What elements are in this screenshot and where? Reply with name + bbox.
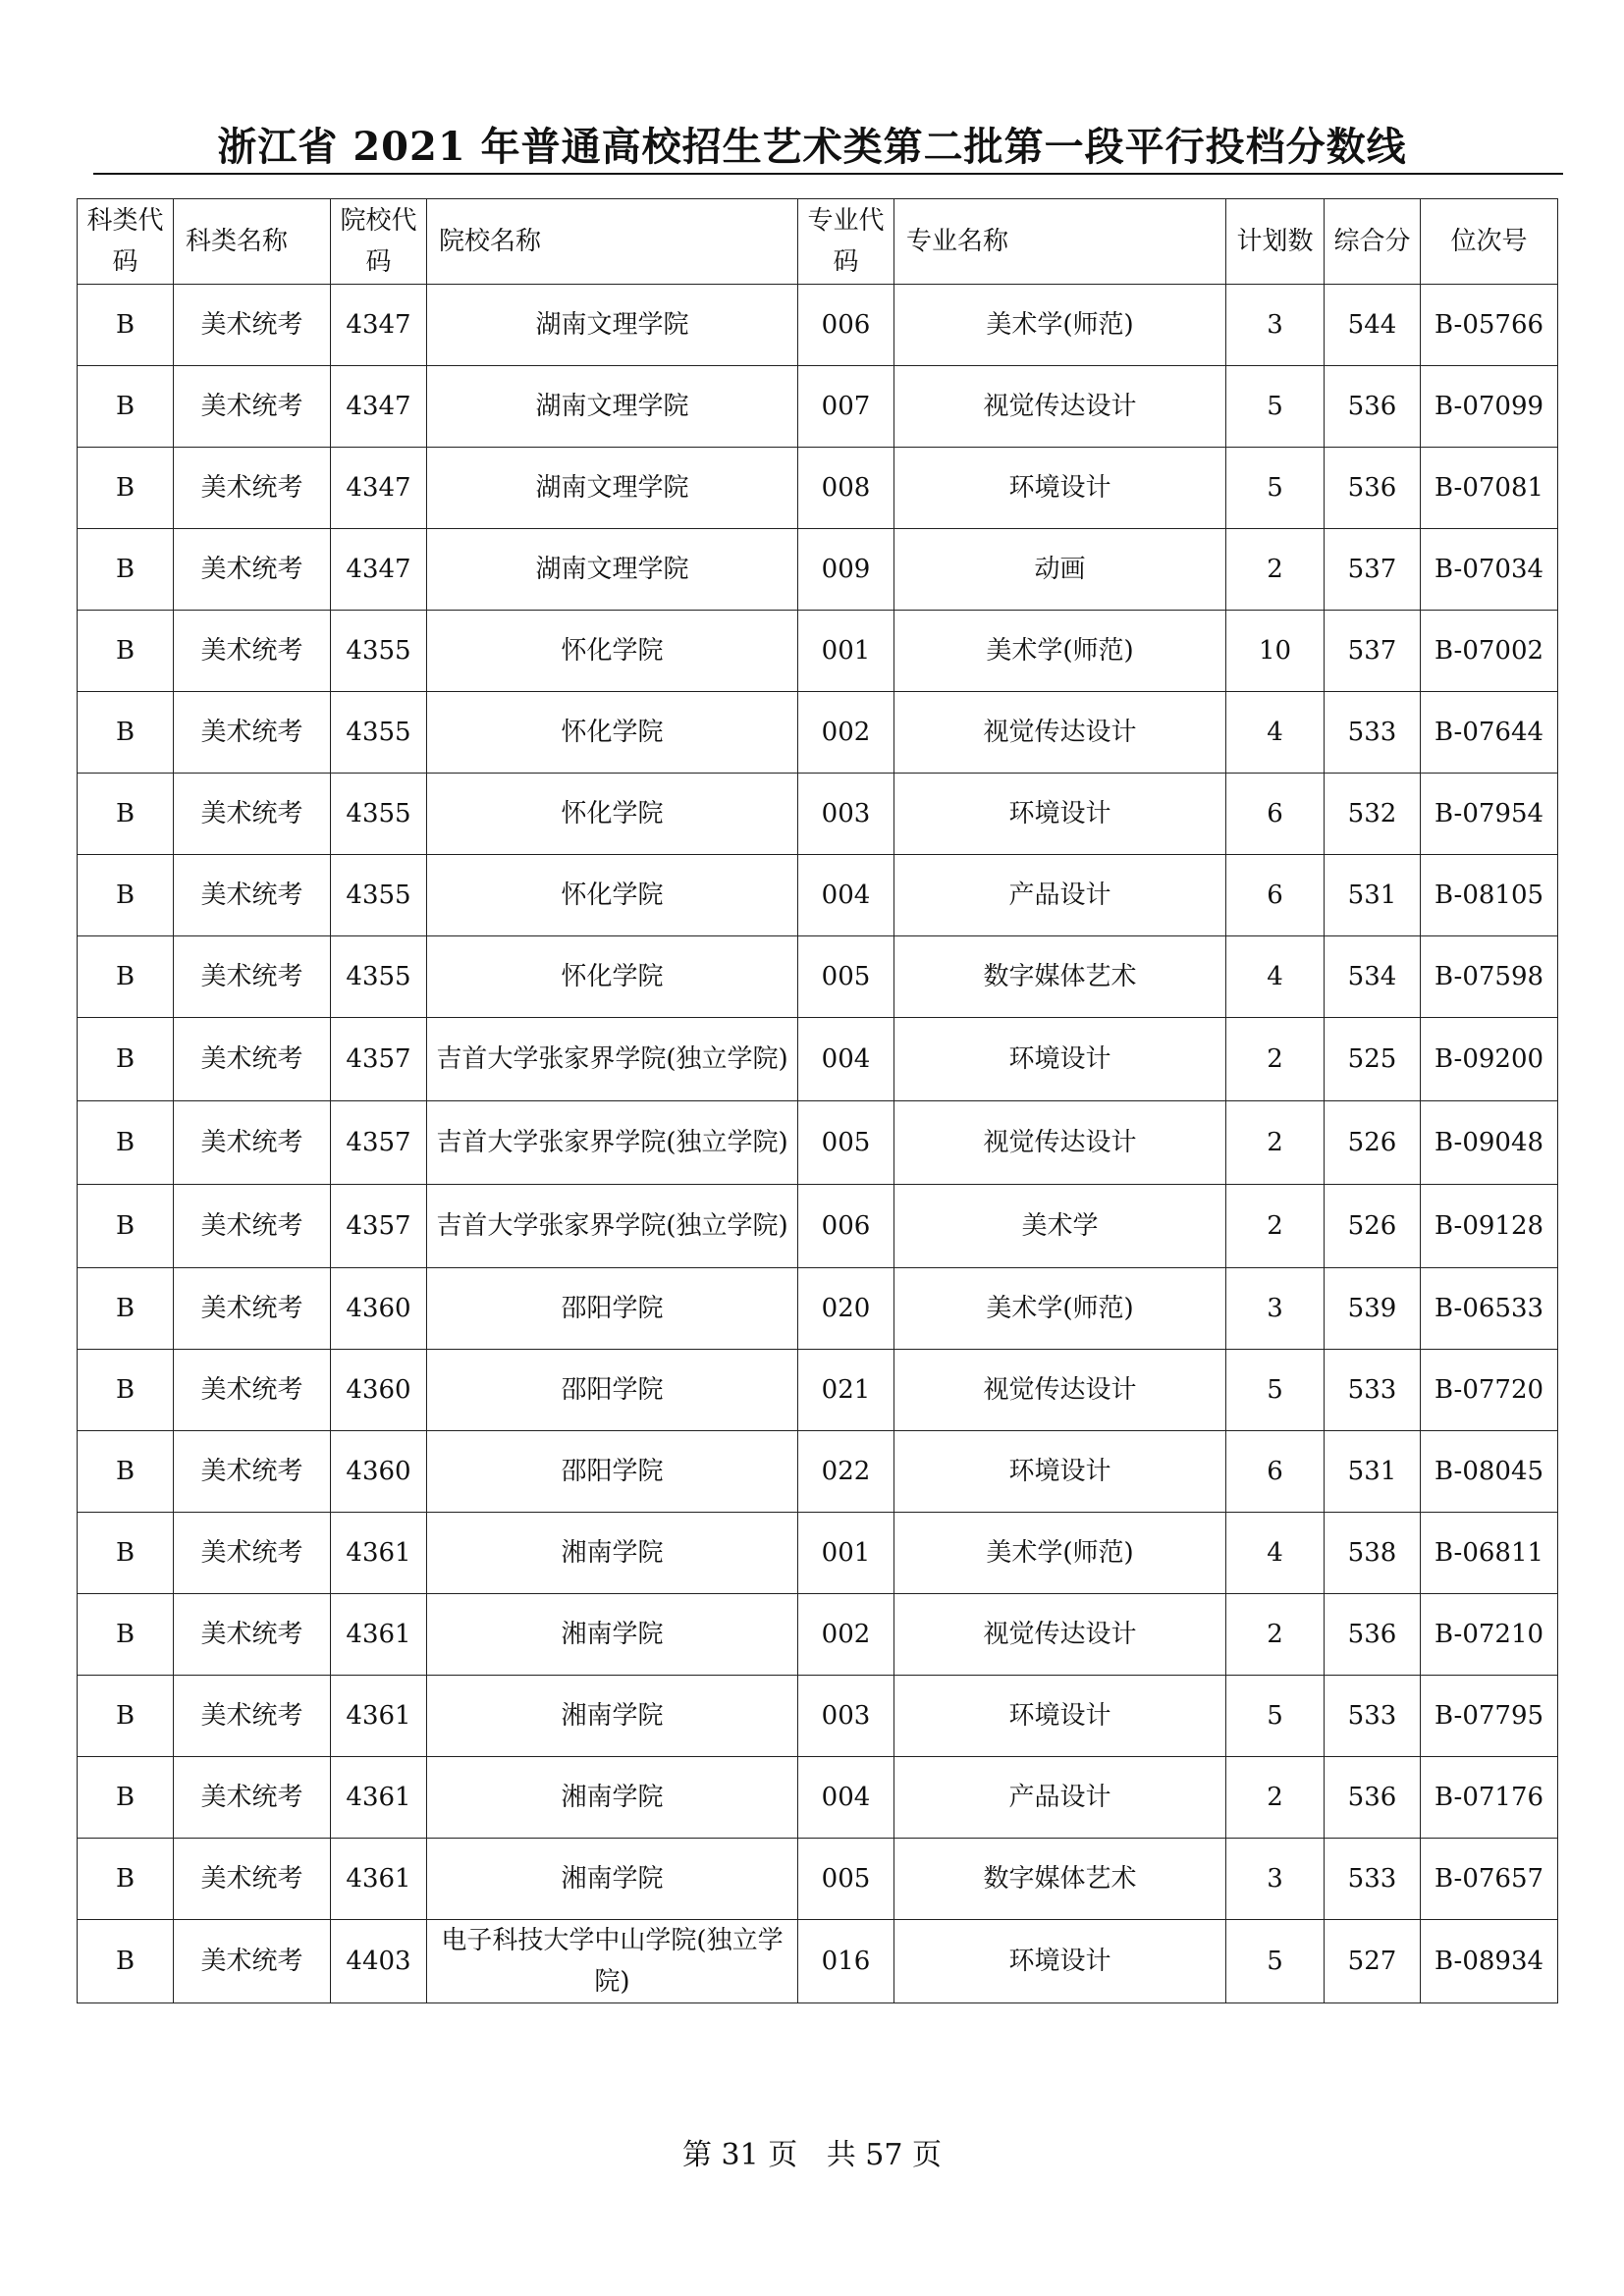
cell-school-code: 4357 [331, 1185, 427, 1268]
cell-school-code: 4360 [331, 1268, 427, 1350]
page-total: 共 57 页 [826, 2138, 943, 2172]
cell-major-name: 环境设计 [894, 1676, 1226, 1757]
cell-rank: B-06811 [1421, 1513, 1558, 1594]
cell-major-name: 环境设计 [894, 1920, 1226, 2003]
cell-school-name: 湘南学院 [427, 1676, 798, 1757]
cell-score: 536 [1325, 448, 1421, 529]
cell-subject-name: 美术统考 [174, 1101, 331, 1185]
cell-subject-name: 美术统考 [174, 1431, 331, 1513]
cell-subject-code: B [78, 1839, 174, 1920]
cell-major-code: 004 [798, 1757, 894, 1839]
cell-school-name: 湖南文理学院 [427, 366, 798, 448]
cell-plan: 10 [1226, 611, 1325, 692]
cell-major-name: 视觉传达设计 [894, 1350, 1226, 1431]
cell-subject-code: B [78, 1594, 174, 1676]
cell-major-code: 004 [798, 855, 894, 936]
cell-subject-code: B [78, 1018, 174, 1101]
cell-major-code: 020 [798, 1268, 894, 1350]
table-row [78, 936, 1558, 1018]
cell-subject-name: 美术统考 [174, 1185, 331, 1268]
cell-subject-code: B [78, 611, 174, 692]
cell-school-code: 4361 [331, 1513, 427, 1594]
cell-major-code: 003 [798, 1676, 894, 1757]
cell-major-code: 002 [798, 692, 894, 774]
cell-major-code: 007 [798, 366, 894, 448]
cell-score: 544 [1325, 285, 1421, 366]
cell-major-name: 视觉传达设计 [894, 1594, 1226, 1676]
table-row [78, 1431, 1558, 1513]
cell-school-code: 4360 [331, 1350, 427, 1431]
cell-major-name: 环境设计 [894, 448, 1226, 529]
cell-school-name: 邵阳学院 [427, 1268, 798, 1350]
cell-plan: 2 [1226, 1594, 1325, 1676]
cell-subject-code: B [78, 1101, 174, 1185]
table-row [78, 1268, 1558, 1350]
cell-score: 538 [1325, 1513, 1421, 1594]
cell-plan: 4 [1226, 692, 1325, 774]
cell-school-code: 4361 [331, 1839, 427, 1920]
cell-score: 537 [1325, 611, 1421, 692]
cell-rank: B-08105 [1421, 855, 1558, 936]
cell-school-name: 湖南文理学院 [427, 285, 798, 366]
cell-school-name: 邵阳学院 [427, 1350, 798, 1431]
cell-rank: B-07002 [1421, 611, 1558, 692]
cell-subject-name: 美术统考 [174, 1350, 331, 1431]
cell-subject-name: 美术统考 [174, 366, 331, 448]
cell-plan: 3 [1226, 1839, 1325, 1920]
cell-score: 533 [1325, 1676, 1421, 1757]
cell-school-code: 4355 [331, 692, 427, 774]
cell-subject-name: 美术统考 [174, 774, 331, 855]
cell-subject-name: 美术统考 [174, 1268, 331, 1350]
cell-school-name: 邵阳学院 [427, 1431, 798, 1513]
cell-plan: 2 [1226, 1757, 1325, 1839]
header-rank: 位次号 [1421, 199, 1558, 285]
header-school-name: 院校名称 [427, 199, 798, 285]
table-row [78, 774, 1558, 855]
cell-subject-code: B [78, 855, 174, 936]
cell-rank: B-08934 [1421, 1920, 1558, 2003]
table-body [78, 285, 1558, 2003]
cell-school-code: 4357 [331, 1101, 427, 1185]
cell-plan: 4 [1226, 1513, 1325, 1594]
cell-major-name: 环境设计 [894, 1431, 1226, 1513]
cell-rank: B-07081 [1421, 448, 1558, 529]
cell-school-code: 4361 [331, 1594, 427, 1676]
header-subject-name: 科类名称 [174, 199, 331, 285]
cell-plan: 6 [1226, 855, 1325, 936]
cell-major-code: 005 [798, 936, 894, 1018]
cell-subject-name: 美术统考 [174, 448, 331, 529]
cell-plan: 2 [1226, 529, 1325, 611]
header-subject-code: 科类代码 [78, 199, 174, 285]
cell-score: 539 [1325, 1268, 1421, 1350]
cell-plan: 2 [1226, 1018, 1325, 1101]
cell-subject-name: 美术统考 [174, 1018, 331, 1101]
cell-rank: B-06533 [1421, 1268, 1558, 1350]
cell-major-code: 006 [798, 285, 894, 366]
cell-subject-code: B [78, 692, 174, 774]
cell-subject-code: B [78, 366, 174, 448]
cell-subject-name: 美术统考 [174, 1676, 331, 1757]
cell-major-code: 004 [798, 1018, 894, 1101]
cell-major-code: 003 [798, 774, 894, 855]
table-row [78, 366, 1558, 448]
cell-rank: B-07720 [1421, 1350, 1558, 1431]
cell-major-name: 产品设计 [894, 1757, 1226, 1839]
cell-subject-code: B [78, 529, 174, 611]
cell-major-code: 001 [798, 611, 894, 692]
table-row [78, 611, 1558, 692]
cell-subject-name: 美术统考 [174, 285, 331, 366]
cell-school-name: 吉首大学张家界学院(独立学院) [427, 1185, 798, 1268]
table-row [78, 1101, 1558, 1185]
cell-school-code: 4347 [331, 285, 427, 366]
cell-rank: B-07954 [1421, 774, 1558, 855]
cell-school-name: 怀化学院 [427, 936, 798, 1018]
cell-rank: B-05766 [1421, 285, 1558, 366]
cell-subject-code: B [78, 448, 174, 529]
table-row [78, 285, 1558, 366]
cell-score: 537 [1325, 529, 1421, 611]
cell-score: 527 [1325, 1920, 1421, 2003]
cell-major-name: 美术学(师范) [894, 285, 1226, 366]
cell-rank: B-09048 [1421, 1101, 1558, 1185]
cell-subject-name: 美术统考 [174, 692, 331, 774]
cell-rank: B-07644 [1421, 692, 1558, 774]
cell-rank: B-07795 [1421, 1676, 1558, 1757]
table-row [78, 529, 1558, 611]
cell-major-name: 视觉传达设计 [894, 692, 1226, 774]
header-plan: 计划数 [1226, 199, 1325, 285]
cell-subject-name: 美术统考 [174, 1594, 331, 1676]
header-major-name: 专业名称 [894, 199, 1226, 285]
cell-school-code: 4347 [331, 448, 427, 529]
cell-major-code: 006 [798, 1185, 894, 1268]
cell-school-code: 4355 [331, 855, 427, 936]
cell-rank: B-07598 [1421, 936, 1558, 1018]
table-row [78, 1018, 1558, 1101]
page-title: 浙江省 2021 年普通高校招生艺术类第二批第一段平行投档分数线 [217, 124, 1407, 170]
cell-score: 533 [1325, 1839, 1421, 1920]
cell-school-name: 怀化学院 [427, 692, 798, 774]
cell-score: 536 [1325, 1594, 1421, 1676]
cell-plan: 3 [1226, 1268, 1325, 1350]
cell-school-name: 湖南文理学院 [427, 529, 798, 611]
cell-rank: B-07657 [1421, 1839, 1558, 1920]
cell-score: 533 [1325, 692, 1421, 774]
cell-subject-code: B [78, 1676, 174, 1757]
cell-plan: 2 [1226, 1101, 1325, 1185]
cell-subject-code: B [78, 774, 174, 855]
cell-subject-name: 美术统考 [174, 855, 331, 936]
cell-score: 531 [1325, 1431, 1421, 1513]
table-row [78, 448, 1558, 529]
cell-subject-name: 美术统考 [174, 1757, 331, 1839]
cell-major-name: 产品设计 [894, 855, 1226, 936]
cell-rank: B-09200 [1421, 1018, 1558, 1101]
header-school-code: 院校代码 [331, 199, 427, 285]
table-row [78, 1350, 1558, 1431]
cell-school-code: 4361 [331, 1676, 427, 1757]
cell-major-code: 016 [798, 1920, 894, 2003]
cell-major-code: 001 [798, 1513, 894, 1594]
cell-school-name: 湘南学院 [427, 1757, 798, 1839]
cell-major-name: 视觉传达设计 [894, 1101, 1226, 1185]
cell-rank: B-07210 [1421, 1594, 1558, 1676]
table-row [78, 1757, 1558, 1839]
cell-major-code: 005 [798, 1101, 894, 1185]
cell-school-name: 湖南文理学院 [427, 448, 798, 529]
page-footer [0, 2130, 1624, 2173]
cell-major-name: 动画 [894, 529, 1226, 611]
table-header-row [78, 199, 1558, 285]
score-table [77, 198, 1558, 2003]
cell-plan: 2 [1226, 1185, 1325, 1268]
cell-score: 526 [1325, 1185, 1421, 1268]
cell-score: 526 [1325, 1101, 1421, 1185]
cell-major-code: 021 [798, 1350, 894, 1431]
cell-school-code: 4355 [331, 774, 427, 855]
cell-score: 536 [1325, 1757, 1421, 1839]
cell-plan: 5 [1226, 1920, 1325, 2003]
cell-major-code: 002 [798, 1594, 894, 1676]
cell-school-name: 怀化学院 [427, 855, 798, 936]
cell-rank: B-07099 [1421, 366, 1558, 448]
table-row [78, 692, 1558, 774]
cell-subject-code: B [78, 1920, 174, 2003]
cell-major-name: 环境设计 [894, 1018, 1226, 1101]
table-row [78, 1594, 1558, 1676]
cell-subject-code: B [78, 1350, 174, 1431]
cell-rank: B-09128 [1421, 1185, 1558, 1268]
cell-school-code: 4357 [331, 1018, 427, 1101]
cell-score: 531 [1325, 855, 1421, 936]
header-score: 综合分 [1325, 199, 1421, 285]
cell-school-code: 4403 [331, 1920, 427, 2003]
title-underline [93, 173, 1563, 175]
cell-plan: 6 [1226, 774, 1325, 855]
cell-school-code: 4355 [331, 611, 427, 692]
cell-major-code: 005 [798, 1839, 894, 1920]
cell-plan: 5 [1226, 1676, 1325, 1757]
cell-school-code: 4355 [331, 936, 427, 1018]
cell-major-code: 009 [798, 529, 894, 611]
cell-school-name: 湘南学院 [427, 1839, 798, 1920]
cell-major-name: 视觉传达设计 [894, 366, 1226, 448]
cell-school-name: 湘南学院 [427, 1513, 798, 1594]
cell-score: 533 [1325, 1350, 1421, 1431]
cell-school-code: 4347 [331, 529, 427, 611]
cell-subject-name: 美术统考 [174, 529, 331, 611]
cell-major-name: 数字媒体艺术 [894, 1839, 1226, 1920]
cell-score: 536 [1325, 366, 1421, 448]
cell-major-name: 美术学 [894, 1185, 1226, 1268]
table-row [78, 1185, 1558, 1268]
cell-subject-code: B [78, 1185, 174, 1268]
cell-major-name: 美术学(师范) [894, 1513, 1226, 1594]
cell-major-name: 美术学(师范) [894, 1268, 1226, 1350]
cell-plan: 5 [1226, 366, 1325, 448]
cell-school-name: 吉首大学张家界学院(独立学院) [427, 1101, 798, 1185]
cell-school-name: 怀化学院 [427, 774, 798, 855]
cell-rank: B-07034 [1421, 529, 1558, 611]
header-major-code: 专业代码 [798, 199, 894, 285]
cell-subject-name: 美术统考 [174, 1839, 331, 1920]
cell-subject-name: 美术统考 [174, 936, 331, 1018]
cell-score: 534 [1325, 936, 1421, 1018]
cell-school-name: 湘南学院 [427, 1594, 798, 1676]
cell-subject-name: 美术统考 [174, 611, 331, 692]
cell-major-code: 022 [798, 1431, 894, 1513]
table-row [78, 855, 1558, 936]
table-row [78, 1676, 1558, 1757]
cell-score: 525 [1325, 1018, 1421, 1101]
cell-score: 532 [1325, 774, 1421, 855]
cell-major-name: 美术学(师范) [894, 611, 1226, 692]
cell-subject-code: B [78, 1431, 174, 1513]
cell-school-code: 4361 [331, 1757, 427, 1839]
cell-subject-code: B [78, 285, 174, 366]
cell-plan: 6 [1226, 1431, 1325, 1513]
cell-school-code: 4360 [331, 1431, 427, 1513]
cell-subject-code: B [78, 1513, 174, 1594]
cell-plan: 3 [1226, 285, 1325, 366]
cell-plan: 5 [1226, 1350, 1325, 1431]
cell-plan: 4 [1226, 936, 1325, 1018]
table-row [78, 1513, 1558, 1594]
cell-school-name: 吉首大学张家界学院(独立学院) [427, 1018, 798, 1101]
page-number: 第 31 页 [681, 2138, 798, 2172]
cell-subject-code: B [78, 936, 174, 1018]
cell-subject-name: 美术统考 [174, 1920, 331, 2003]
cell-rank: B-08045 [1421, 1431, 1558, 1513]
cell-school-code: 4347 [331, 366, 427, 448]
cell-rank: B-07176 [1421, 1757, 1558, 1839]
cell-subject-code: B [78, 1757, 174, 1839]
cell-major-name: 数字媒体艺术 [894, 936, 1226, 1018]
table-row [78, 1839, 1558, 1920]
cell-subject-name: 美术统考 [174, 1513, 331, 1594]
cell-school-name: 电子科技大学中山学院(独立学院) [427, 1920, 798, 2003]
cell-plan: 5 [1226, 448, 1325, 529]
cell-school-name: 怀化学院 [427, 611, 798, 692]
cell-major-code: 008 [798, 448, 894, 529]
cell-subject-code: B [78, 1268, 174, 1350]
cell-major-name: 环境设计 [894, 774, 1226, 855]
table-row [78, 1920, 1558, 2003]
